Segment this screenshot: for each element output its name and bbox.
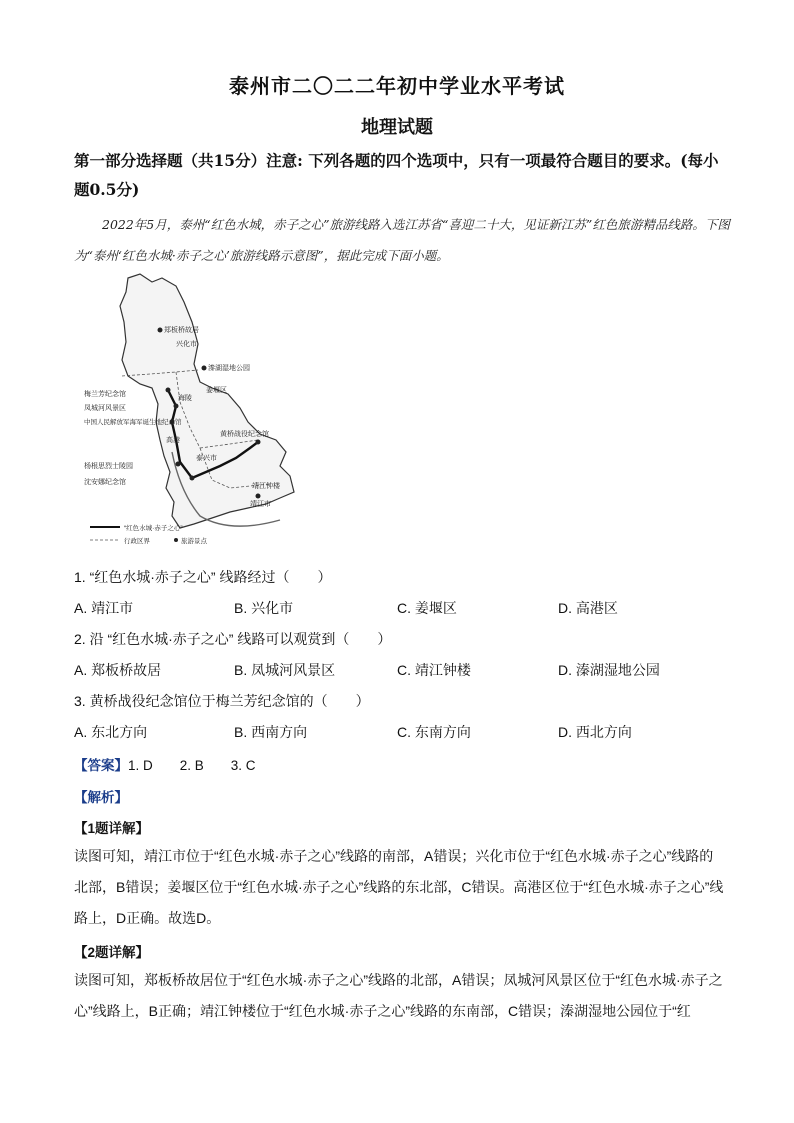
q1-option-a: A. 靖江市 (74, 600, 134, 616)
q3-option-c: C. 东南方向 (397, 724, 471, 740)
legend-spot-label: 旅游景点 (181, 538, 207, 545)
q2-option-a: A. 郑板桥故居 (74, 662, 162, 678)
analysis-label: 【解析】 (74, 790, 128, 805)
question-1-stem: 1. “红色水城·赤子之心” 线路经过（ ） (74, 569, 332, 585)
detail-2-label: 【2题详解】 (74, 945, 150, 960)
answer-label: 【答案】 (74, 758, 128, 773)
question-2-stem: 2. 沿 “红色水城·赤子之心” 线路可以观赏到（ ） (74, 631, 392, 647)
map-label-meilanfang: 梅兰芳纪念馆 (84, 391, 126, 398)
q2-option-d: D. 溱湖湿地公园 (558, 662, 660, 678)
q1-option-d: D. 高港区 (558, 600, 618, 616)
map-label-gaogang: 高港 (166, 437, 180, 444)
spot-marker (174, 404, 179, 409)
map-label-hailing: 海陵 (178, 395, 192, 402)
map-label-jingjiang-bell: 靖江钟楼 (252, 483, 280, 490)
spot-marker (202, 366, 207, 371)
detail-2-text: 读图可知，郑板桥故居位于“红色水城·赤子之心”线路的北部，A错误；凤城河风景区位于“红色水城·赤子之心”线路上，B正确；靖江钟楼位于“红色水城·赤子之心”线路的东南部，C错误；溱湖湿地公园位于“红 (74, 972, 723, 1019)
spot-marker (166, 388, 171, 393)
q3-option-a: A. 东北方向 (74, 724, 148, 740)
legend-route-label: “红色水城·赤子之心” (124, 525, 183, 532)
map-label-qinhu: 溱湖湿地公园 (208, 365, 250, 372)
detail-1-label: 【1题详解】 (74, 821, 150, 836)
answer-text: 1. D 2. B 3. C (128, 758, 256, 773)
q2-option-c: C. 靖江钟楼 (397, 662, 471, 678)
q1-option-b: B. 兴化市 (234, 600, 294, 616)
legend-spot-marker (174, 538, 178, 542)
map-label-jiangyan: 姜堰区 (206, 387, 227, 394)
map-label-huangqiao: 黄桥战役纪念馆 (220, 431, 269, 438)
map-label-jingjiang: 靖江市 (250, 501, 271, 508)
route-map (80, 272, 310, 547)
spot-marker (190, 476, 195, 481)
map-label-fengcheng: 凤城河风景区 (84, 405, 126, 412)
section-header: 第一部分选择题（共15分）注意: 下列各题的四个选项中，只有一项最符合题目的要求。(每小题0.5分) (74, 151, 719, 199)
answer-line (74, 754, 256, 774)
question-3-stem: 3. 黄桥战役纪念馆位于梅兰芳纪念馆的（ ） (74, 693, 370, 709)
q3-option-d: D. 西北方向 (558, 724, 632, 740)
detail-1-text: 读图可知，靖江市位于“红色水城·赤子之心”线路的南部，A错误；兴化市位于“红色水城·赤子之心”线路的北部，B错误；姜堰区位于“红色水城·赤子之心”线路的东北部，C错误。高港区位于“红色水城·赤子之心”线路上，D正确。故选D。 (74, 848, 724, 926)
legend-boundary-label: 行政区界 (124, 538, 150, 545)
map-label-taixing: 泰兴市 (196, 455, 217, 462)
exam-subtitle: 地理试题 (361, 117, 433, 138)
q3-option-b: B. 西南方向 (234, 724, 308, 740)
map-label-zheng: 郑板桥故居 (164, 327, 199, 334)
q1-option-c: C. 姜堰区 (397, 600, 457, 616)
intro-paragraph: 2022年5月，泰州“红色水城，赤子之心”旅游线路入选江苏省“喜迎二十大，见证新江苏”红色旅游精品线路。下图为“泰州‘红色水城·赤子之心’旅游线路示意图”，据此完成下面小题。 (74, 217, 730, 263)
spot-marker (158, 328, 163, 333)
exam-title: 泰州市二〇二二年初中学业水平考试 (229, 74, 565, 98)
spot-marker (256, 440, 261, 445)
spot-marker (176, 462, 181, 467)
map-label-shapen: 沈安娜纪念馆 (84, 479, 126, 486)
q2-option-b: B. 凤城河风景区 (234, 662, 336, 678)
spot-marker (256, 494, 261, 499)
map-label-xinghua: 兴化市 (176, 341, 197, 348)
map-label-jiangbridge: 杨根思烈士陵园 (84, 463, 133, 470)
map-label-navy: 中国人民解放军海军诞生地纪念馆 (84, 419, 182, 426)
